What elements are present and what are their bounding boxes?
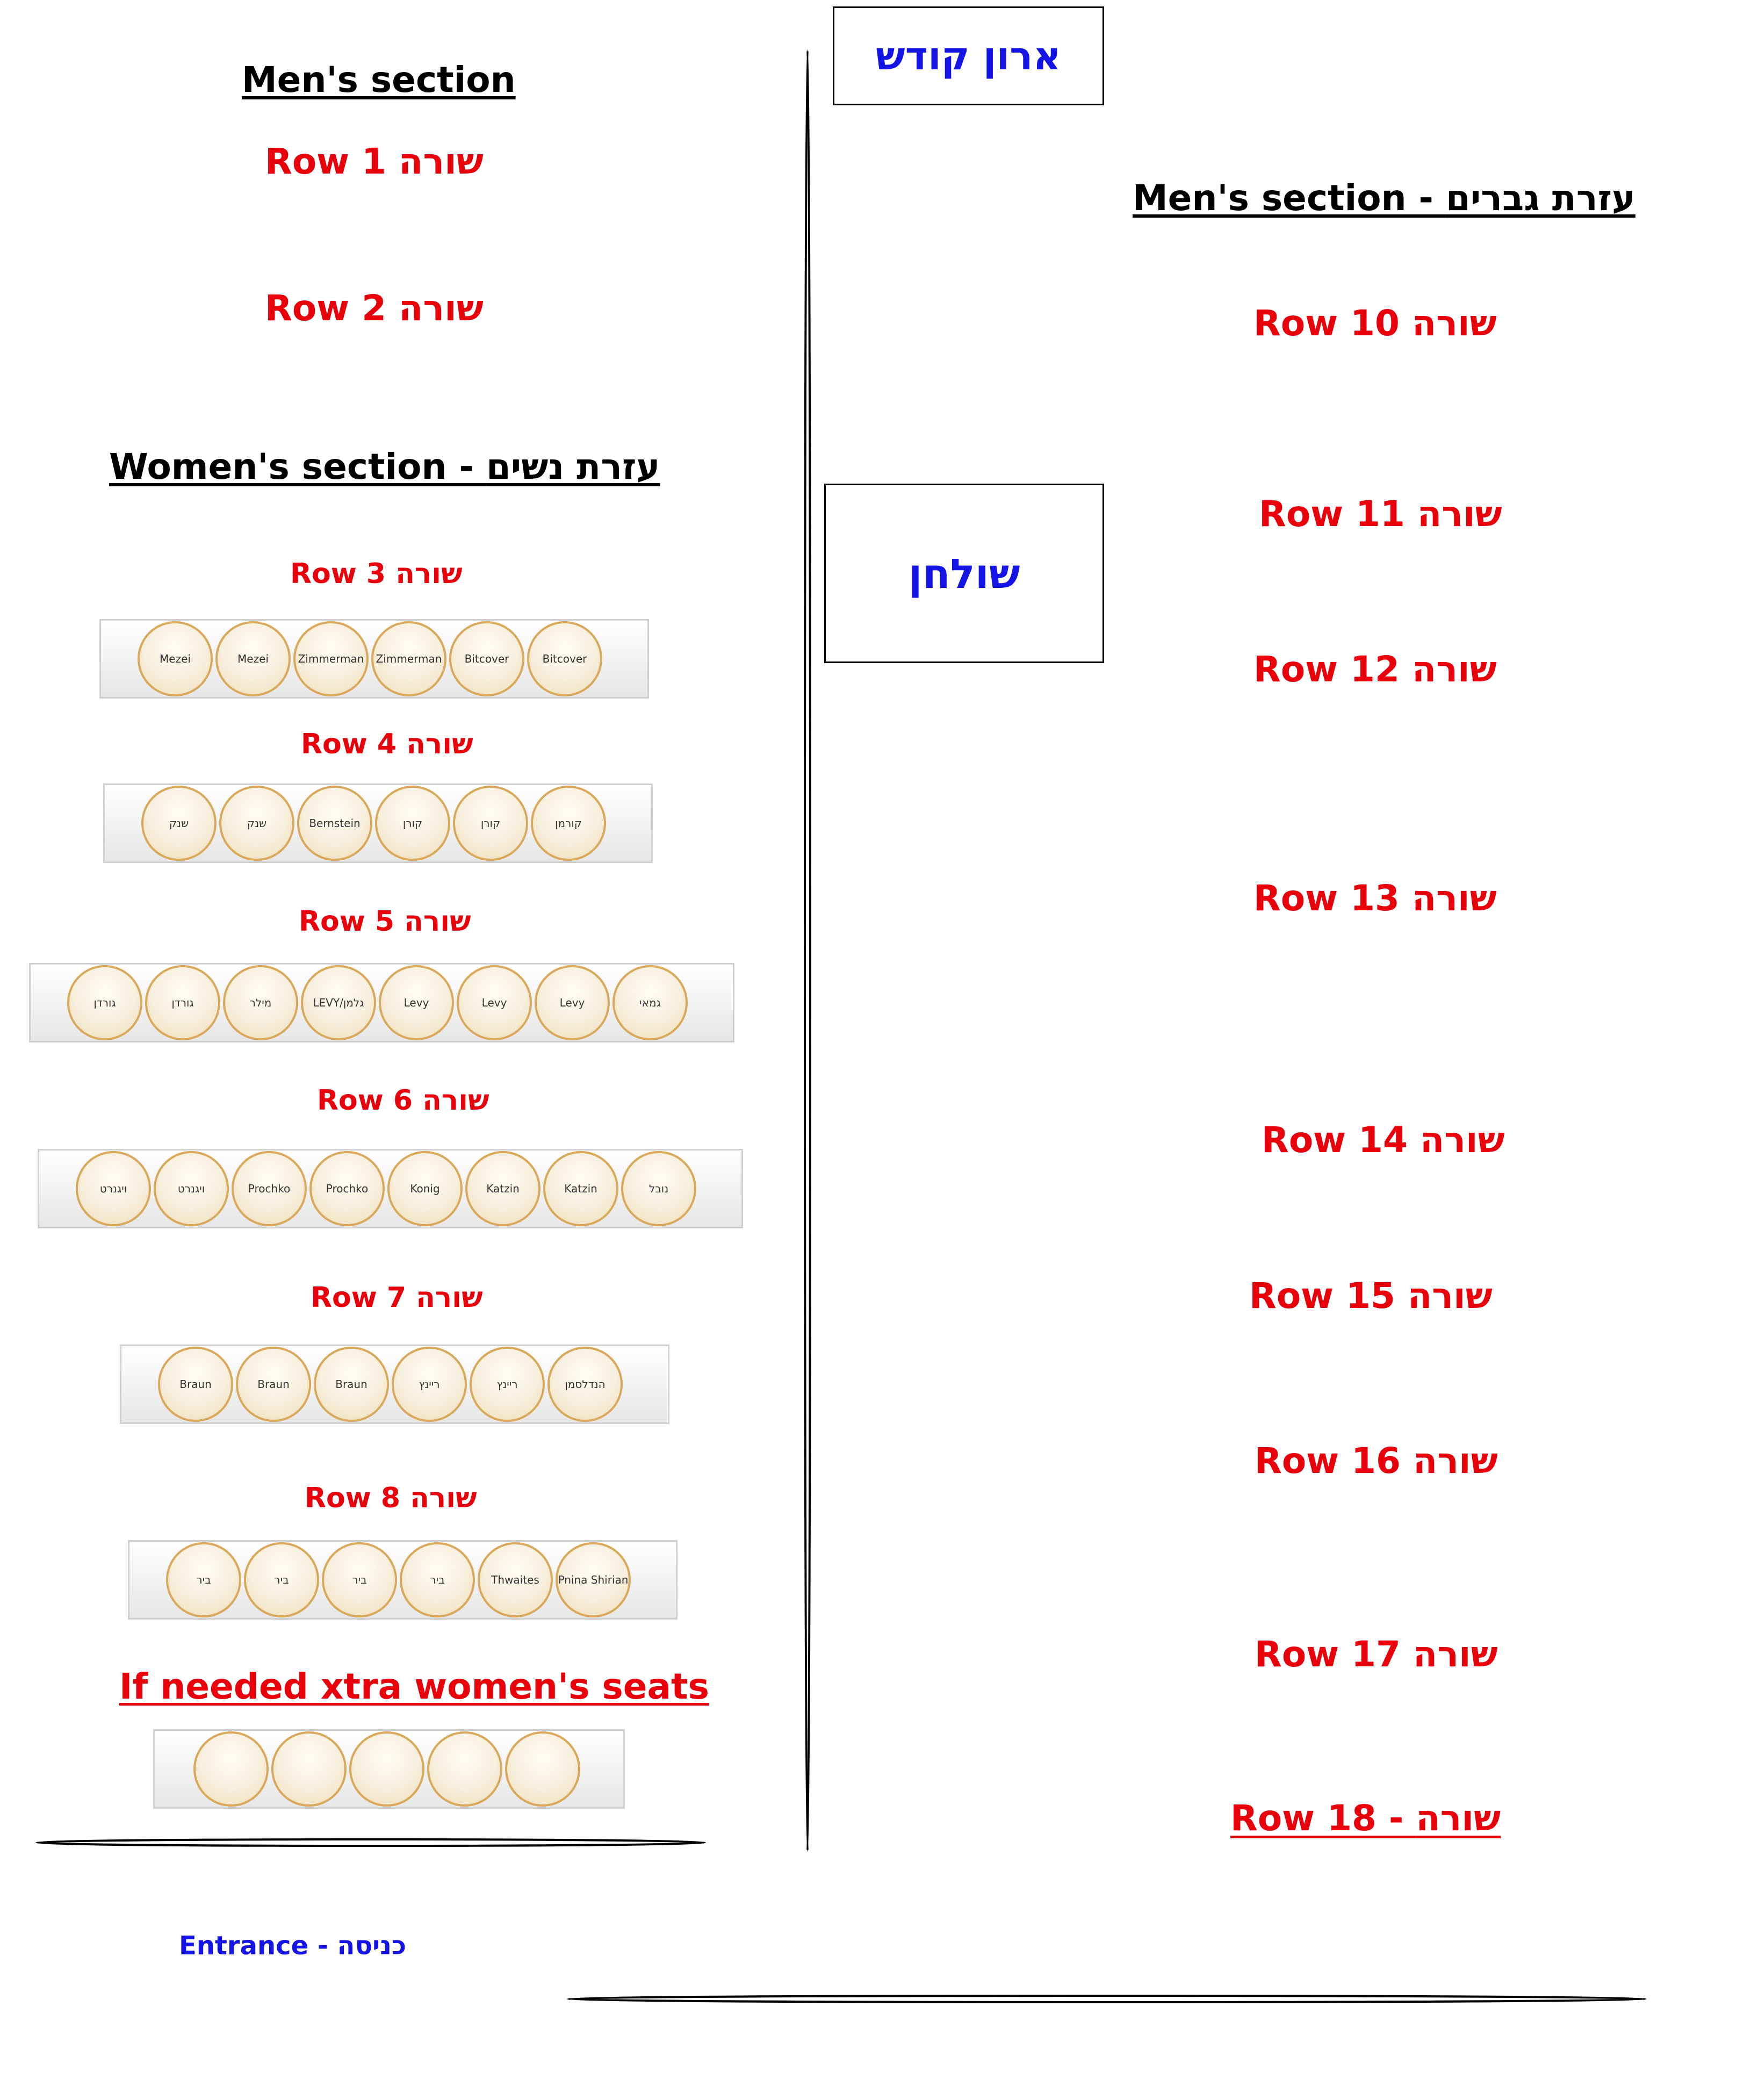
seat: ריינץ <box>470 1347 545 1422</box>
row-7-label: Row 7 שורה <box>311 1282 483 1314</box>
row-10-label: Row 10 שורה <box>1253 303 1497 344</box>
bench-row-8 <box>128 1540 678 1620</box>
center-divider-wall <box>805 51 810 1851</box>
seat: נובל <box>621 1151 696 1226</box>
seat: Prochko <box>232 1151 307 1226</box>
seat: ריינץ <box>392 1347 467 1422</box>
seat: Pnina Shirian <box>556 1542 631 1617</box>
seat <box>427 1731 502 1807</box>
row-5-label: Row 5 שורה <box>299 905 471 938</box>
seat: Levy <box>457 965 532 1040</box>
seat: Katzin <box>465 1151 541 1226</box>
seat: Zimmerman <box>371 621 446 696</box>
bench-row-6 <box>38 1149 743 1228</box>
bimah-label: שולחן <box>908 549 1020 598</box>
seat <box>193 1731 269 1807</box>
bench-row-3 <box>99 619 649 699</box>
mens-section-bottom-wall <box>568 1996 1646 2002</box>
seat: Thwaites <box>478 1542 553 1617</box>
bench-row-4 <box>103 783 653 863</box>
seat: הנדלסמן <box>547 1347 623 1422</box>
row-11-label: Row 11 שורה <box>1259 493 1502 535</box>
ark-label: ארון קודש <box>876 33 1061 78</box>
bimah-box <box>824 484 1104 663</box>
right-mens-header: Men's section - עזרת גברים <box>1133 177 1635 219</box>
row-16-label: Row 16 שורה <box>1255 1440 1498 1481</box>
seat: Zimmerman <box>293 621 369 696</box>
seat: LEVY/גלמן <box>301 965 376 1040</box>
row-2-label: Row 2 שורה <box>265 287 484 329</box>
seat: גורדן <box>67 965 142 1040</box>
seat: ויגנרט <box>76 1151 151 1226</box>
seat: קורמן <box>531 786 606 861</box>
seat: Bernstein <box>297 786 372 861</box>
seat <box>349 1731 424 1807</box>
seat: Levy <box>535 965 610 1040</box>
row-3-label: Row 3 שורה <box>290 558 463 590</box>
seat: מילר <box>223 965 298 1040</box>
row-4-label: Row 4 שורה <box>301 728 473 760</box>
bench-extra <box>153 1729 625 1809</box>
seat <box>505 1731 580 1807</box>
bench-row-5 <box>29 963 734 1042</box>
seat: ויגנרט <box>154 1151 229 1226</box>
row-12-label: Row 12 שורה <box>1253 649 1497 690</box>
row-17-label: Row 17 שורה <box>1255 1634 1498 1675</box>
seat: גמאי <box>612 965 688 1040</box>
row-6-label: Row 6 שורה <box>317 1084 489 1117</box>
seat: Mezei <box>215 621 291 696</box>
seat: Bitcover <box>449 621 524 696</box>
seat: Braun <box>236 1347 311 1422</box>
entrance-label: Entrance - כניסה <box>179 1931 407 1961</box>
row-1-label: Row 1 שורה <box>265 141 484 182</box>
seat <box>271 1731 347 1807</box>
seat: Bitcover <box>527 621 602 696</box>
seat: קורן <box>453 786 528 861</box>
seat: Mezei <box>138 621 213 696</box>
row-8-label: Row 8 שורה <box>305 1482 477 1514</box>
seat: Katzin <box>543 1151 618 1226</box>
seat: ביר <box>322 1542 397 1617</box>
seat: שנק <box>219 786 294 861</box>
seat: גורדן <box>145 965 220 1040</box>
ark-box <box>833 6 1104 105</box>
seat: שנק <box>141 786 217 861</box>
seat: ביר <box>244 1542 319 1617</box>
seat: Braun <box>314 1347 389 1422</box>
womens-section-bottom-wall <box>37 1839 705 1846</box>
row-13-label: Row 13 שורה <box>1253 878 1497 919</box>
seat: Braun <box>158 1347 233 1422</box>
row-18-label: Row 18 - שורה <box>1230 1797 1501 1839</box>
seat: ביר <box>166 1542 241 1617</box>
seat: קורן <box>375 786 450 861</box>
womens-header: Women's section - עזרת נשים <box>109 446 660 487</box>
seat: Levy <box>379 965 454 1040</box>
left-mens-header: Men's section <box>242 59 516 100</box>
row-15-label: Row 15 שורה <box>1249 1275 1493 1317</box>
seat: Prochko <box>309 1151 385 1226</box>
seat: Konig <box>387 1151 463 1226</box>
bench-row-7 <box>120 1344 669 1424</box>
extra-seats-label: If needed xtra women's seats <box>119 1666 709 1707</box>
seat: ביר <box>400 1542 475 1617</box>
row-14-label: Row 14 שורה <box>1262 1119 1505 1161</box>
